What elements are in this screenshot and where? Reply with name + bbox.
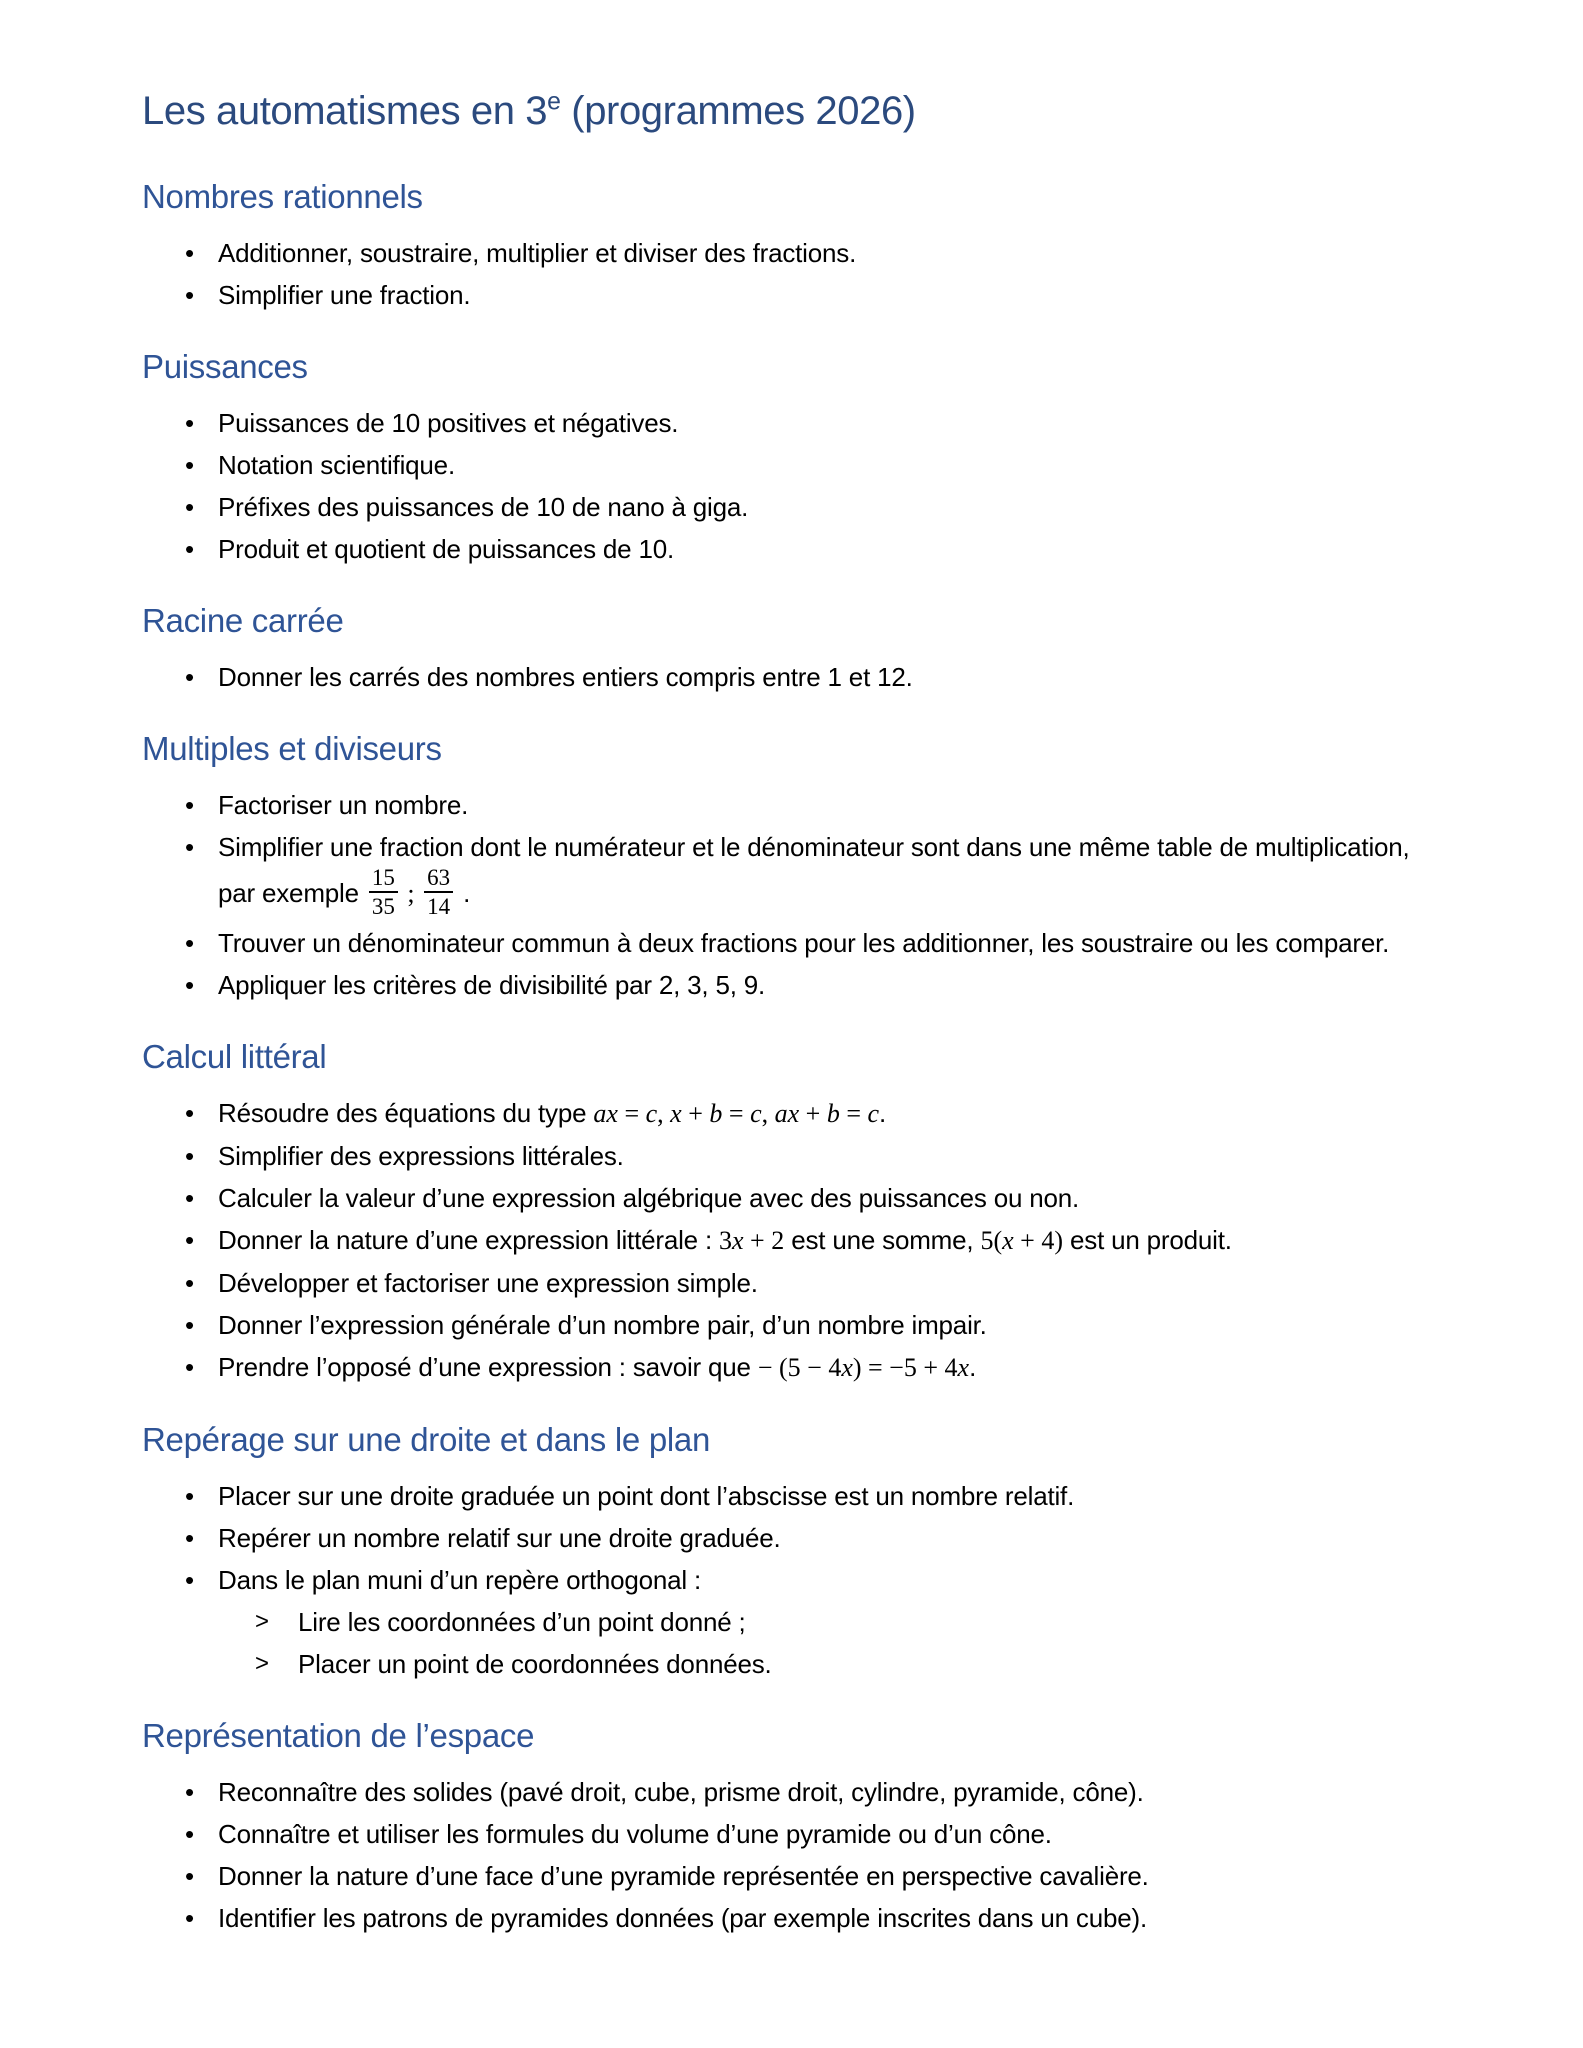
bullet-marker-icon: •: [185, 238, 194, 268]
bullet-item: [142, 922, 1423, 964]
bullet-list: [142, 656, 1423, 698]
fraction-denominator: 14: [427, 894, 451, 919]
section-heading: Calcul littéral: [142, 1038, 327, 1075]
bullet-marker-icon: •: [185, 1861, 194, 1891]
bullet-item: [142, 1304, 1423, 1346]
bullet-text: Puissances de 10 positives et négatives.: [218, 408, 679, 438]
arrow-marker-icon: >: [255, 1650, 269, 1677]
fraction-numerator: 63: [424, 865, 453, 893]
fraction: [424, 865, 453, 919]
bullet-text: Donner les carrés des nombres entiers compris entre 1 et 12.: [218, 662, 913, 692]
bullet-item: [142, 1855, 1423, 1897]
section-heading: Repérage sur une droite et dans le plan: [142, 1421, 711, 1458]
bullet-marker-icon: •: [185, 1523, 194, 1553]
bullet-item: [142, 1177, 1423, 1219]
bullet-text: Placer sur une droite graduée un point dont l’abscisse est un nombre relatif.: [218, 1481, 1075, 1511]
bullet-text: Connaître et utiliser les formules du volume d’une pyramide ou d’un cône.: [218, 1819, 1052, 1849]
fraction-denominator: 35: [371, 894, 395, 919]
bullet-marker-icon: •: [185, 534, 194, 564]
bullet-text: Prendre l’opposé d’une expression : savoir que − (5 − 4x) = −5 + 4x.: [218, 1352, 977, 1382]
bullet-marker-icon: •: [185, 928, 194, 958]
section-heading: Multiples et diviseurs: [142, 730, 442, 767]
bullet-marker-icon: •: [185, 1352, 194, 1382]
fraction-numerator: 15: [369, 865, 398, 893]
arrow-marker-icon: >: [255, 1608, 269, 1635]
bullet-list: [142, 784, 1423, 1006]
title-superscript: e: [547, 88, 561, 116]
bullet-text: Simplifier une fraction.: [218, 280, 471, 310]
page-title: [142, 84, 1423, 138]
bullet-item: [142, 1559, 1423, 1601]
bullet-marker-icon: •: [185, 450, 194, 480]
bullet-text: Trouver un dénominateur commun à deux fractions pour les additionner, les soustraire ou les comparer.: [218, 928, 1390, 958]
bullet-text: Développer et factoriser une expression simple.: [218, 1268, 758, 1298]
bullet-marker-icon: •: [185, 790, 194, 820]
bullet-item: [142, 1475, 1423, 1517]
math-expression: 5(x + 4): [980, 1226, 1063, 1255]
section: [142, 1713, 1423, 1939]
bullet-text: Résoudre des équations du type ax = c, x + b = c, ax + b = c.: [218, 1098, 887, 1128]
bullet-item: [142, 1135, 1423, 1177]
section-heading: Racine carrée: [142, 602, 344, 639]
bullet-item: [142, 1262, 1423, 1304]
bullet-text: Dans le plan muni d’un repère orthogonal :: [218, 1565, 702, 1595]
bullet-text: Additionner, soustraire, multiplier et diviser des fractions.: [218, 238, 857, 268]
bullet-item: [142, 784, 1423, 826]
bullet-marker-icon: •: [185, 1819, 194, 1849]
section: [142, 174, 1423, 316]
bullet-text: Notation scientifique.: [218, 450, 455, 480]
bullet-marker-icon: •: [185, 280, 194, 310]
section-heading: Puissances: [142, 348, 308, 385]
section: [142, 344, 1423, 570]
bullet-text: Donner la nature d’une face d’une pyramide représentée en perspective cavalière.: [218, 1861, 1149, 1891]
bullet-list: [142, 1475, 1423, 1685]
bullet-list: [142, 232, 1423, 316]
section: [142, 1034, 1423, 1389]
page-title-rest: (programmes 2026): [560, 89, 916, 133]
bullet-marker-icon: •: [185, 1183, 194, 1213]
section-heading: Nombres rationnels: [142, 178, 423, 215]
math-expression: − (5 − 4x) = −5 + 4x: [757, 1353, 970, 1382]
section: [142, 726, 1423, 1006]
bullet-marker-icon: •: [185, 1225, 194, 1255]
bullet-item: [142, 528, 1423, 570]
bullet-marker-icon: •: [185, 1310, 194, 1340]
bullet-marker-icon: •: [185, 1903, 194, 1933]
math-expression: ax = c, x + b = c, ax + b = c: [593, 1099, 880, 1128]
bullet-list: [142, 1771, 1423, 1939]
section: [142, 598, 1423, 698]
section-heading: Représentation de l’espace: [142, 1717, 535, 1754]
bullet-text: Simplifier une fraction dont le numérateur et le dénominateur sont dans une même table de multiplication, par exemple $\frac{15}{35}$ ; $\frac{63}{14}$ .: [218, 832, 1410, 919]
sub-bullet-item: [142, 1601, 1423, 1643]
bullet-marker-icon: •: [185, 970, 194, 1000]
bullet-marker-icon: •: [185, 408, 194, 438]
bullet-item: [142, 232, 1423, 274]
math-expression: ;: [400, 878, 422, 908]
sections: [142, 174, 1423, 1939]
bullet-text: Reconnaître des solides (pavé droit, cube, prisme droit, cylindre, pyramide, cône).: [218, 1777, 1144, 1807]
bullet-text: Identifier les patrons de pyramides données (par exemple inscrites dans un cube).: [218, 1903, 1147, 1933]
bullet-marker-icon: •: [185, 662, 194, 692]
page-title-text: Les automatismes en 3: [142, 89, 548, 133]
bullet-list: [142, 1092, 1423, 1389]
bullet-marker-icon: •: [185, 1268, 194, 1298]
bullet-text: Placer un point de coordonnées données.: [298, 1649, 772, 1679]
bullet-marker-icon: •: [185, 1141, 194, 1171]
bullet-item: [142, 486, 1423, 528]
fraction: [369, 865, 398, 919]
bullet-item: [142, 656, 1423, 698]
bullet-item: [142, 402, 1423, 444]
sub-bullet-item: [142, 1643, 1423, 1685]
bullet-item: [142, 1771, 1423, 1813]
section: [142, 1417, 1423, 1685]
bullet-marker-icon: •: [185, 492, 194, 522]
bullet-item: [142, 1517, 1423, 1559]
bullet-item: [142, 1897, 1423, 1939]
bullet-text: Repérer un nombre relatif sur une droite graduée.: [218, 1523, 781, 1553]
bullet-marker-icon: •: [185, 1098, 194, 1128]
bullet-item: [142, 964, 1423, 1006]
bullet-item: [142, 1813, 1423, 1855]
bullet-text: Produit et quotient de puissances de 10.: [218, 534, 674, 564]
bullet-text: Donner l’expression générale d’un nombre pair, d’un nombre impair.: [218, 1310, 987, 1340]
bullet-text: Appliquer les critères de divisibilité par 2, 3, 5, 9.: [218, 970, 766, 1000]
bullet-text: Simplifier des expressions littérales.: [218, 1141, 624, 1171]
bullet-text: Lire les coordonnées d’un point donné ;: [298, 1607, 746, 1637]
bullet-item: [142, 1346, 1423, 1389]
bullet-item: [142, 1219, 1423, 1262]
math-expression: 3x + 2: [719, 1226, 785, 1255]
bullet-marker-icon: •: [185, 1777, 194, 1807]
bullet-item: [142, 274, 1423, 316]
bullet-text: Donner la nature d’une expression littérale : 3x + 2 est une somme, 5(x + 4) est un produit.: [218, 1225, 1232, 1255]
bullet-text: Calculer la valeur d’une expression algébrique avec des puissances ou non.: [218, 1183, 1080, 1213]
bullet-marker-icon: •: [185, 1565, 194, 1595]
bullet-marker-icon: •: [185, 832, 194, 862]
bullet-item: [142, 1092, 1423, 1135]
bullet-item: [142, 826, 1423, 922]
bullet-item: [142, 444, 1423, 486]
bullet-text: Factoriser un nombre.: [218, 790, 469, 820]
bullet-marker-icon: •: [185, 1481, 194, 1511]
bullet-text: Préfixes des puissances de 10 de nano à giga.: [218, 492, 749, 522]
bullet-list: [142, 402, 1423, 570]
